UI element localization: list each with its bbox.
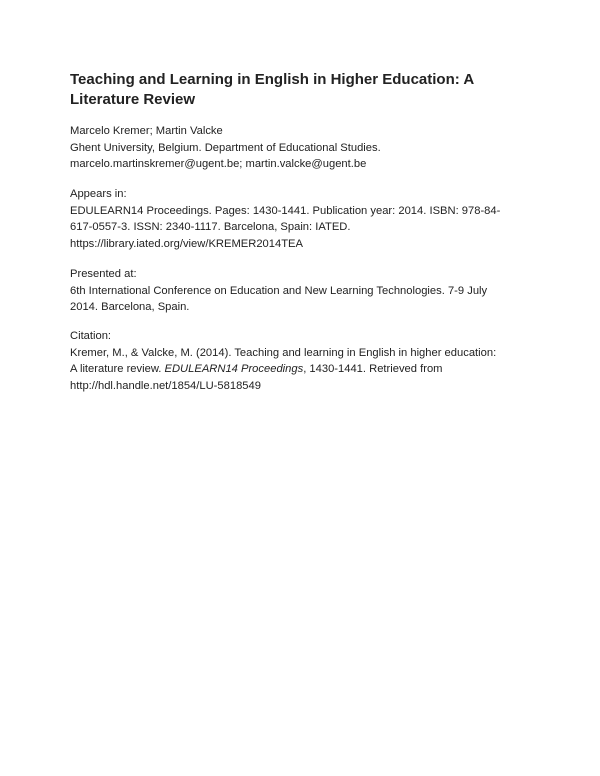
appears-in-block [70,186,540,252]
citation-block [70,328,540,394]
citation-line-1: Kremer, M., & Valcke, M. (2014). Teaching and learning in English in higher education: [70,346,497,359]
presented-at-block [70,266,540,316]
appears-in-link[interactable]: https://library.iated.org/view/KREMER2014TEA [70,237,303,250]
appears-in-label: Appears in: [70,188,127,200]
authors-block [70,123,540,173]
presented-at-line-1: 6th International Conference on Education and New Learning Technologies. 7-9 July [70,284,488,297]
author-names: Marcelo Kremer; Martin Valcke [70,125,223,137]
citation-label: Citation: [70,330,112,342]
citation-line-2-suffix: , 1430-1441. Retrieved from [303,363,443,375]
author-affiliation: Ghent University, Belgium. Department of Educational Studies. [70,141,381,154]
presented-at-line-2: 2014. Barcelona, Spain. [70,301,190,313]
appears-in-line-2: 617-0557-3. ISSN: 2340-1117. Barcelona, Spain: IATED. [70,221,351,233]
citation-proceedings-italic: EDULEARN14 Proceedings [164,363,304,375]
presented-at-label: Presented at: [70,268,137,280]
author-emails[interactable]: marcelo.martinskremer@ugent.be; martin.valcke@ugent.be [70,158,367,170]
citation-line-2 [70,361,540,378]
paper-title [70,70,540,110]
title-line-1: Teaching and Learning in English in Higher Education: A [70,71,475,88]
title-line-2: Literature Review [70,91,196,108]
citation-line-2-prefix: A literature review. [70,363,165,375]
appears-in-line-1: EDULEARN14 Proceedings. Pages: 1430-1441. Publication year: 2014. ISBN: 978-84- [70,204,501,217]
citation-handle-link[interactable]: http://hdl.handle.net/1854/LU-5818549 [70,379,261,392]
